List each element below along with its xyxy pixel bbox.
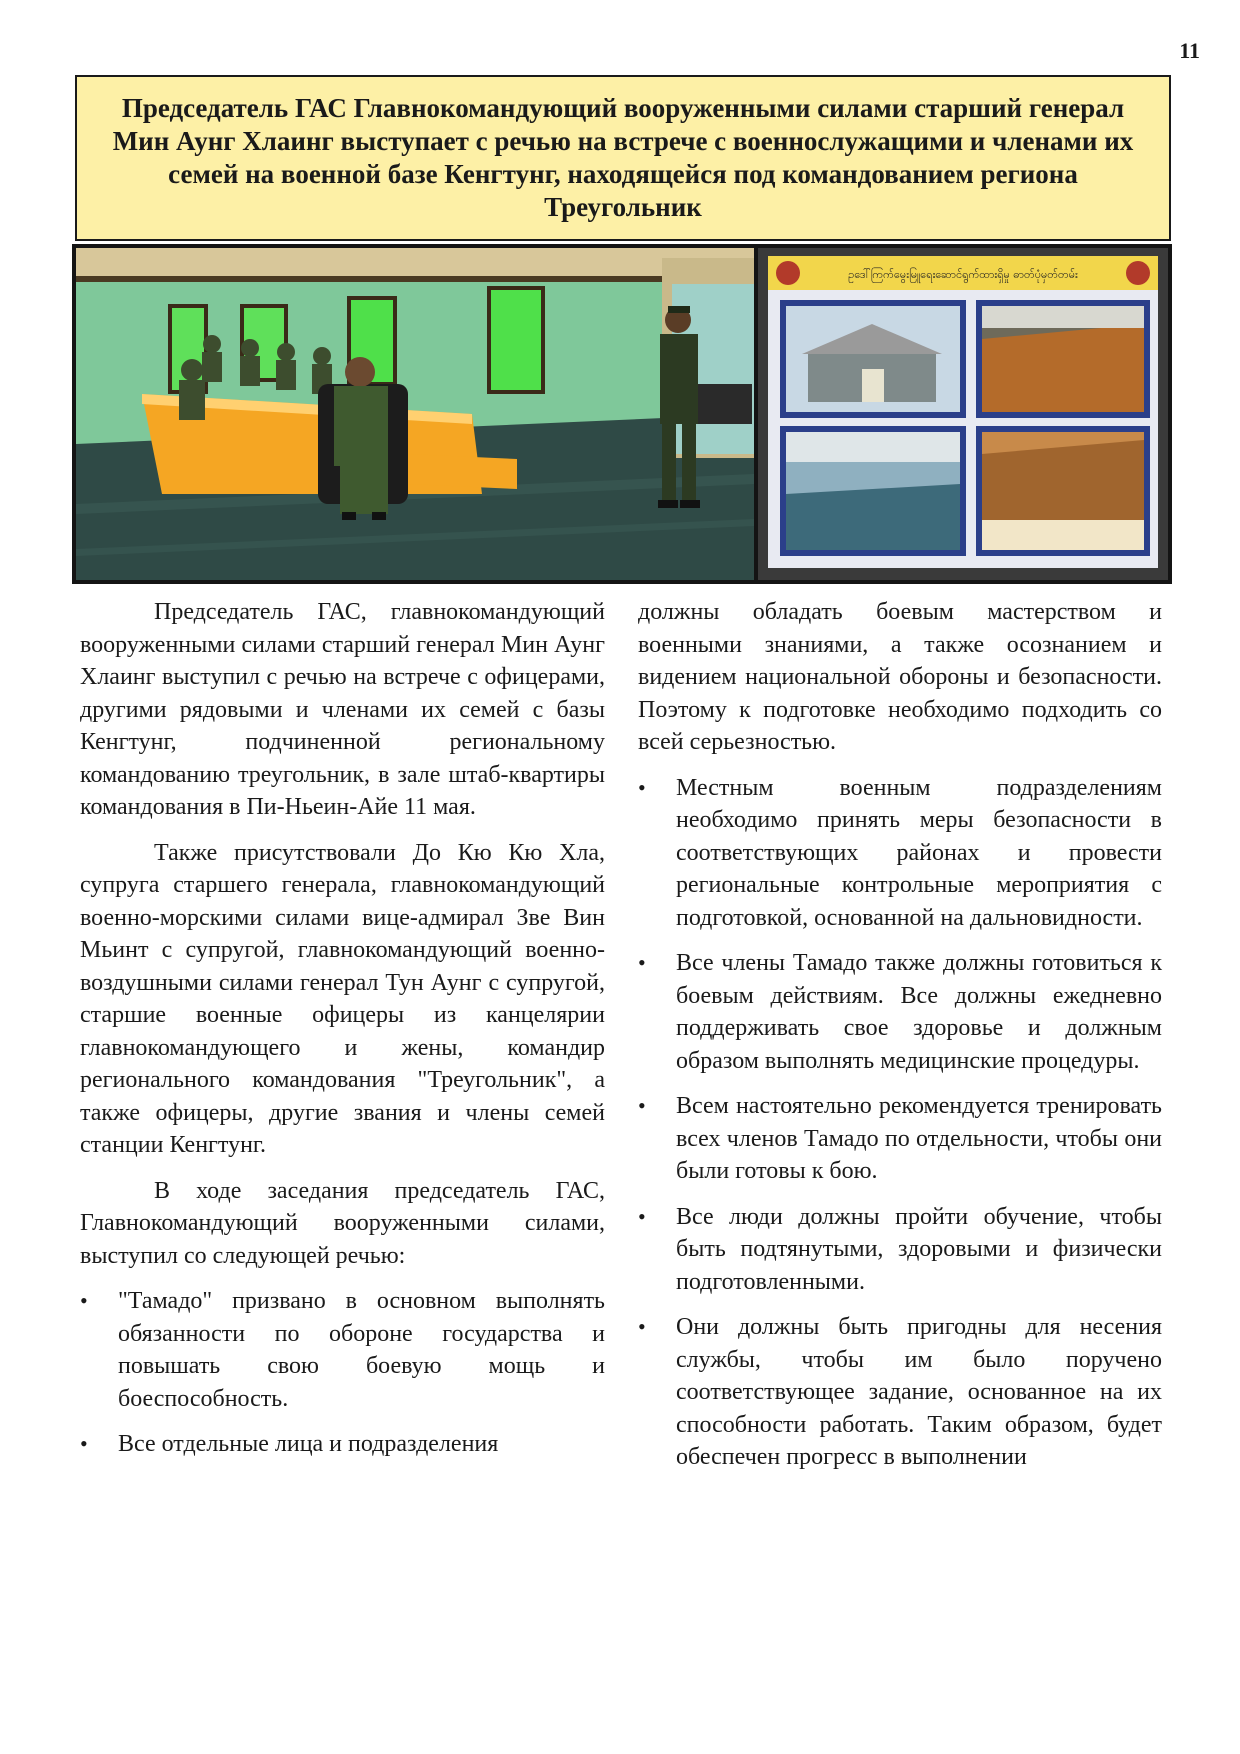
paragraph: Также присутствовали До Кю Кю Хла, супруга старшего генерала, главнокомандующий военно-морскими силами вице-адмирал Зве Вин Мьинт с супругой, главнокомандующий военно-воздушными силами генерал Тун Аунг с супругой, старшие военные офицеры из канцелярии главнокомандующего и жены, командир регионального командования "Треугольник", а также офицеры, другие звания и члены семей станции Кенгтунг.	[80, 839, 605, 1158]
bullet-item: • Все члены Тамадо также должны готовиться к боевым действиям. Все должны ежедневно поддерживать свое здоровье и должным образом выполнять медицинские процедуры.	[638, 947, 1162, 1077]
bullet-item: • Все отдельные лица и подразделения	[80, 1428, 605, 1461]
bullet-list	[638, 772, 1162, 1474]
hall-scene	[76, 248, 754, 580]
paragraph: В ходе заседания председатель ГАС, Главнокомандующий вооруженными силами, выступил со следующей речью:	[80, 1177, 605, 1269]
slide-title: ဥဒေါ်ကြက်မွေးမြူရေးဆောင်ရွက်ထားရှိမှု ဓာတ်ပုံမှတ်တမ်း	[848, 268, 1078, 281]
slide-photo-eggs	[976, 426, 1150, 556]
bullet-item: • Всем настоятельно рекомендуется тренировать всех членов Тамадо по отдельности, чтобы они были готовы к бою.	[638, 1090, 1162, 1188]
news-photo	[72, 244, 1172, 584]
paragraph-continuation: должны обладать боевым мастерством и военными знаниями, а также осознанием и видением национальной обороны и безопасности. Поэтому к подготовке необходимо подходить со всей серьезностью.	[638, 599, 1162, 755]
bullet-item: • Они должны быть пригодны для несения службы, чтобы им было поручено соответствующее задание, основанное на их способности работать. Таким образом, будет обеспечен прогресс в выполнении	[638, 1311, 1162, 1474]
headline: Председатель ГАС Главнокомандующий вооруженными силами старший генерал Мин Аунг Хлаинг выступает с речью на встрече с военнослужащими и членами их семей на военной базе Кенгтунг, находящейся под командованием региона Треугольник	[112, 93, 1134, 222]
headline-box	[75, 75, 1171, 241]
window	[487, 286, 545, 394]
left-column	[80, 596, 605, 1474]
slide-photo-barn	[780, 300, 966, 418]
right-column	[638, 596, 1162, 1487]
emblem-icon	[776, 261, 800, 285]
paragraph: Председатель ГАС, главнокомандующий вооруженными силами старший генерал Мин Аунг Хлаинг выступил с речью на встрече с офицерами, другими рядовыми и членами их семей с базы Кенгтунг, подчиненной региональному командованию треугольник, в зале штаб-квартиры командования в Пи-Ньеин-Айе 11 мая.	[80, 599, 605, 820]
bullet-item: • "Тамадо" призвано в основном выполнять обязанности по обороне государства и повышать свою боевую мощь и боеспособность.	[80, 1285, 605, 1415]
slide-photo-hens	[976, 300, 1150, 418]
bullet-list	[80, 1285, 605, 1461]
bullet-item: • Местным военным подразделениям необходимо принять меры безопасности в соответствующих районах и провести региональные контрольные мероприятия с подготовкой, основанной на дальновидности.	[638, 772, 1162, 935]
emblem-icon	[1126, 261, 1150, 285]
slide-scene	[758, 248, 1168, 580]
page-number: 11	[1179, 38, 1200, 63]
bullet-item: • Все люди должны пройти обучение, чтобы быть подтянутыми, здоровыми и физически подготовленными.	[638, 1201, 1162, 1299]
slide-photo-cages	[780, 426, 966, 556]
